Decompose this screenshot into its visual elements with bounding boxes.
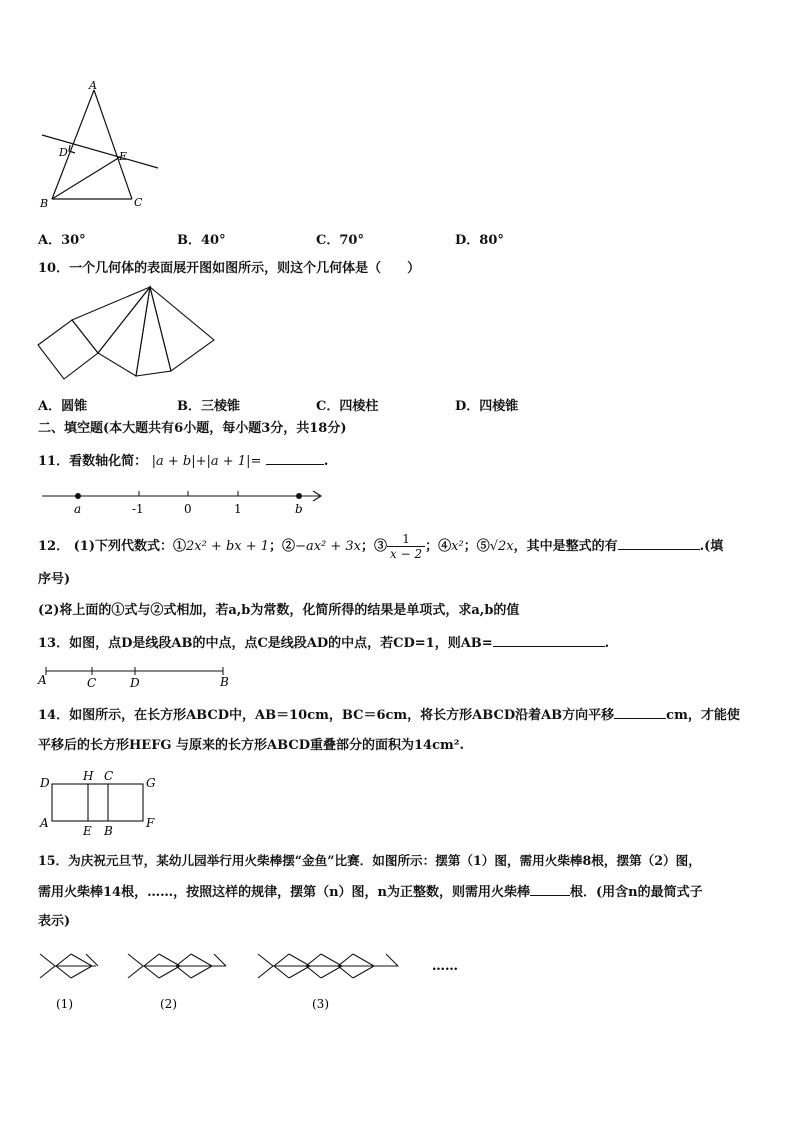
expr-5: √2x [489,539,514,554]
net-figure [36,283,221,388]
q12-stem: 12． (1)下列代数式：①2x² + bx + 1；②−ax² + 3x；③ $\frac{1}{x - 2}$ ；④x²；⑤√2x，其中是整式的有 .(填 [38,532,724,561]
seg-label-B: B [220,675,229,689]
q14-stem-line2: 平移后的长方形HEFG 与原来的长方形ABCD重叠部分的面积为14cm². [38,738,464,753]
label-A: A [89,79,97,92]
rect-label-F: F [146,816,155,830]
expr-3-fraction: $\frac{1}{x - 2}$ [387,532,425,561]
fish-label-3: (3) [312,997,329,1011]
nl-label-a: a [74,502,82,516]
fish-label-2: (2) [160,997,177,1011]
q11-expr: |a + b|+|a + 1|= [151,454,262,469]
q9-option-a: A．30° [38,233,86,248]
rectangle-figure [36,767,166,839]
rect-label-H: H [83,769,94,783]
label-C: C [134,196,143,209]
q15-stem-line1: 15．为庆祝元旦节，某幼儿园举行用火柴棒摆“金鱼”比赛．如图所示：摆第（1）图，需用火柴棒8根，摆第（2）图， [38,853,701,868]
q10-option-b: B．三棱锥 [177,399,241,414]
triangle-figure [36,78,166,213]
nl-label-neg1: -1 [132,502,144,516]
q11-stem: 11．看数轴化简： |a + b|+|a + 1|= . [38,454,329,469]
nl-label-0: 0 [184,502,192,516]
q10-option-c: C．四棱柱 [316,399,379,414]
seg-label-D: D [130,676,140,690]
rect-label-C: C [104,769,114,783]
rect-label-E: E [83,824,92,838]
seg-label-A: A [38,673,47,687]
label-E: E [119,150,128,163]
q14-stem-line1: 14．如图所示，在长方形ABCD中，AB＝10cm，BC＝6cm，将长方形ABCD沿着AB方向平移 cm，才能使 [38,708,740,723]
q12-answer-blank[interactable] [618,537,700,550]
fish-figures [36,946,476,1016]
q12-part2: (2)将上面的①式与②式相加，若a,b为常数，化简所得的结果是单项式，求a,b的值 [38,603,520,618]
label-D: D [59,146,68,159]
nl-label-b: b [295,502,303,516]
rect-label-D: D [40,776,50,790]
expr-2: −ax² + 3x [295,539,362,554]
rect-label-G: G [146,776,156,790]
q9-option-d: D．80° [455,233,504,248]
label-B: B [40,197,49,210]
expr-4: x² [451,539,464,554]
q15-answer-blank[interactable] [530,883,570,896]
q13-stem: 13．如图，点D是线段AB的中点，点C是线段AD的中点，若CD=1，则AB= . [38,636,610,651]
fish-ellipsis: …… [432,959,458,974]
number-line [36,485,326,517]
q15-stem-line2: 需用火柴棒14根，……，按照这样的规律，摆第（n）图，n为正整数，则需用火柴棒 根．(用含n的最简式子 [38,885,703,900]
nl-label-1: 1 [234,502,242,516]
q9-option-c: C．70° [316,233,364,248]
q14-answer-blank[interactable] [614,706,666,719]
expr-1: 2x² + bx + 1 [185,539,270,554]
rect-label-A: A [40,816,49,830]
q13-answer-blank[interactable] [493,634,605,647]
q15-stem-line3: 表示) [38,914,71,929]
fish-label-1: (1) [56,997,73,1011]
q10-option-a: A．圆锥 [38,399,88,414]
segment-figure [36,662,236,690]
rect-label-B: B [104,824,113,838]
q12-stem-line2: 序号) [38,572,71,587]
q11-answer-blank[interactable] [266,452,324,465]
q10-stem: 10．一个几何体的表面展开图如图所示，则这个几何体是（ ） [38,261,421,276]
q9-option-b: B．40° [177,233,226,248]
q10-option-d: D．四棱锥 [455,399,519,414]
section-heading: 二、填空题(本大题共有6小题，每小题3分，共18分) [38,421,347,436]
seg-label-C: C [87,676,97,690]
